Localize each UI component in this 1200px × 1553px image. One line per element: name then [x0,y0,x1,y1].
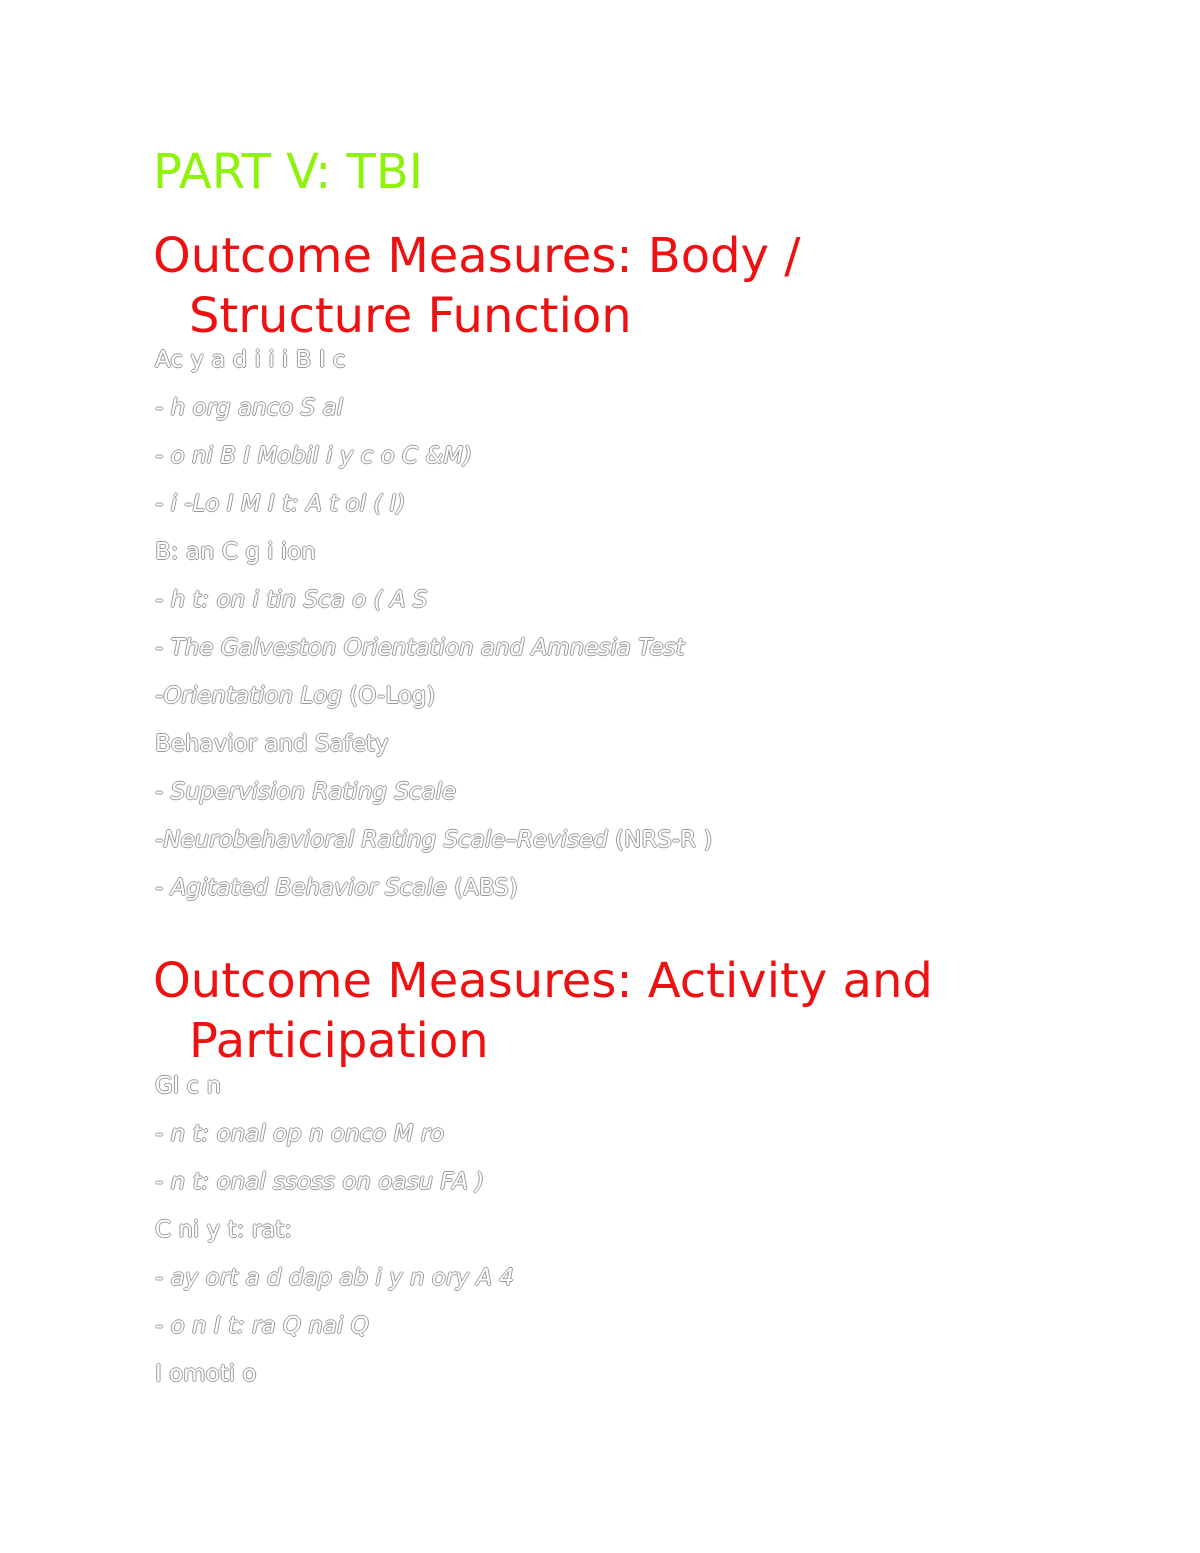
list-item: - i -Lo I M I t: A t ol ( I) [155,491,406,517]
category-line: Gl c n [155,1073,222,1099]
list-item: - o n I t: ra Q nai Q [155,1313,369,1339]
category-line: Ac y a d i i i B I c [155,347,346,373]
section-heading-line: Structure Function [189,288,632,344]
list-item: - Agitated Behavior Scale (ABS) [155,875,518,901]
section-heading-line: Outcome Measures: Body / [153,228,801,284]
section-heading-line: Outcome Measures: Activity and [153,953,933,1009]
category-line: C ni y t: rat: [155,1217,292,1243]
category-line: I omoti o [155,1361,257,1387]
list-item: - h org anco S al [155,395,344,421]
section-heading-line: Participation [189,1013,489,1069]
list-item: - h t: on i tin Sca o ( A S [155,587,428,613]
section-heading-activity-participation [153,951,1053,1071]
category-line: Behavior and Safety [155,731,389,757]
list-item: - n t: onal op n onco M ro [155,1121,445,1147]
list-item: - ay ort a d dap ab i y n ory A 4 [155,1265,515,1291]
list-item: - n t: onal ssoss on oasu FA ) [155,1169,485,1195]
list-item: - o ni B I Mobil i y c o C &M) [155,443,473,469]
category-line: B: an C g i ion [155,539,316,565]
section-heading-body-structure [153,226,1053,346]
list-item: - Supervision Rating Scale [155,779,457,805]
list-item: - The Galveston Orientation and Amnesia Test [155,635,685,661]
list-item: -Orientation Log (O-Log) [155,683,436,709]
list-item: -Neurobehavioral Rating Scale–Revised (NRS-R ) [155,827,713,853]
part-title: PART V: TBI [153,144,423,200]
